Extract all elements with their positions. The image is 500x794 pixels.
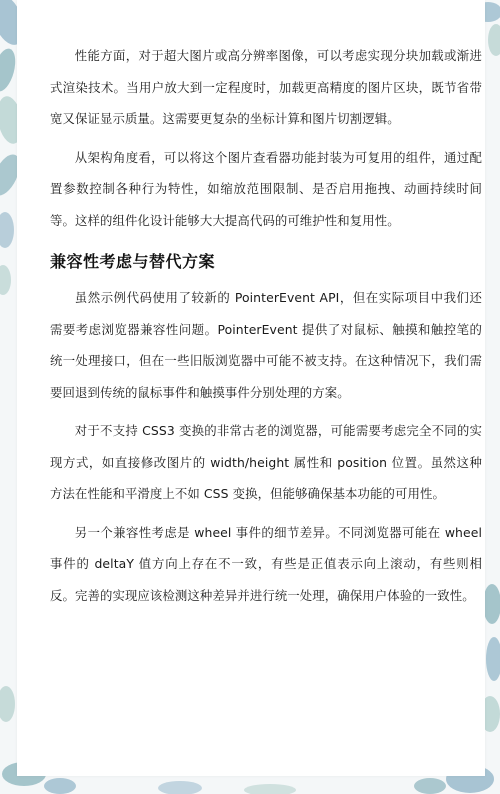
paragraph-wheel-event: 另一个兼容性考虑是 wheel 事件的细节差异。不同浏览器可能在 wheel 事件的 deltaY 值方向上存在不一致，有些是正值表示向上滚动，有些则相反。完善的实现应该检测这种差异并进行统一处理，确保用户体验的一致性。 [50,524,482,603]
article-body [50,40,482,611]
section-heading-compatibility: 兼容性考虑与替代方案 [50,252,216,271]
paragraph-pointer-events: 虽然示例代码使用了较新的 PointerEvent API，但在实际项目中我们还需要考虑浏览器兼容性问题。PointerEvent 提供了对鼠标、触摸和触控笔的统一处理接口，但在一些旧版浏览器中可能不被支持。在这种情况下，我们需要回退到传统的鼠标事件和触摸事件分别处理的方案。 [50,290,482,400]
paragraph-css3-fallback: 对于不支持 CSS3 变换的非常古老的浏览器，可能需要考虑完全不同的实现方式，如直接修改图片的 width/height 属性和 position 位置。虽然这种方法在性能和平滑度上不如 CSS 变换，但能够确保基本功能的可用性。 [50,423,482,501]
paragraph-architecture: 从架构角度看，可以将这个图片查看器功能封装为可复用的组件，通过配置参数控制各种行为特性，如缩放范围限制、是否启用拖拽、动画持续时间等。这样的组件化设计能够大大提高代码的可维护性和复用性。 [50,149,482,228]
paper-sheet [17,0,485,776]
paragraph-performance: 性能方面，对于超大图片或高分辨率图像，可以考虑实现分块加载或渐进式渲染技术。当用户放大到一定程度时，加载更高精度的图片区块，既节省带宽又保证显示质量。这需要更复杂的坐标计算和图片切割逻辑。 [50,48,482,126]
